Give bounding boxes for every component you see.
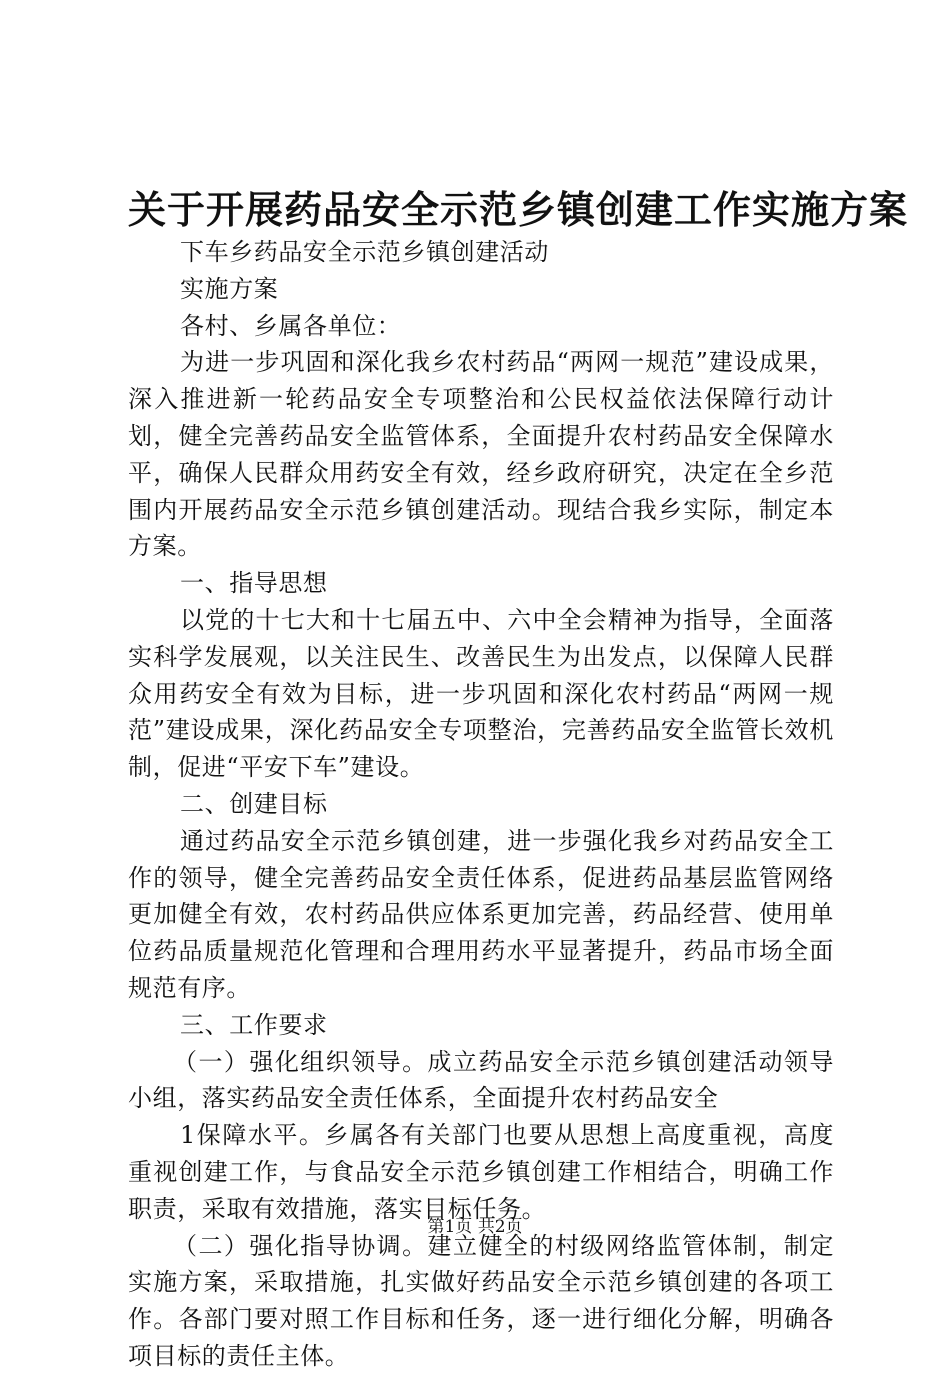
- goals-paragraph: 通过药品安全示范乡镇创建，进一步强化我乡对药品安全工作的领导，健全完善药品安全责任体系，促进药品基层监管网络更加健全有效，农村药品供应体系更加完善，药品经营、使用单位药品质量规范化管理和合理用药水平显著提升，药品市场全面规范有序。: [128, 826, 834, 1002]
- document-body: [128, 234, 834, 1375]
- requirement-2-paragraph: （二）强化指导协调。建立健全的村级网络监管体制，制定实施方案，采取措施，扎实做好药品安全示范乡镇创建的各项工作。各部门要对照工作目标和任务，逐一进行细化分解，明确各项目标的责任主体。: [128, 1231, 834, 1370]
- subtitle-line-1: 下车乡药品安全示范乡镇创建活动: [180, 238, 549, 266]
- section-heading-guiding-ideology: 一、指导思想: [180, 569, 328, 598]
- page-footer: 第1页 共2页: [427, 1217, 523, 1237]
- requirement-1-paragraph: （一）强化组织领导。成立药品安全示范乡镇创建活动领导小组，落实药品安全责任体系，全面提升农村药品安全: [128, 1047, 834, 1113]
- salutation: 各村、乡属各单位：: [180, 311, 402, 340]
- intro-paragraph: 为进一步巩固和深化我乡农村药品“两网一规范”建设成果，深入推进新一轮药品安全专项整治和公民权益依法保障行动计划，健全完善药品安全监管体系，全面提升农村药品安全保障水平，确保人民群众用药安全有效，经乡政府研究，决定在全乡范围内开展药品安全示范乡镇创建活动。现结合我乡实际，制定本方案。: [128, 348, 834, 561]
- guiding-ideology-paragraph: 以党的十七大和十七届五中、六中全会精神为指导，全面落实科学发展观，以关注民生、改善民生为出发点，以保障人民群众用药安全有效为目标，进一步巩固和深化农村药品“两网一规范”建设成果，深化药品安全专项整治，完善药品安全监管长效机制，促进“平安下车”建设。: [128, 605, 834, 782]
- section-heading-goals: 二、创建目标: [180, 789, 328, 818]
- subtitle-line-2: 实施方案: [180, 274, 279, 303]
- requirement-1-continuation: 1保障水平。乡属各有关部门也要从思想上高度重视，高度重视创建工作，与食品安全示范乡镇创建工作相结合，明确工作职责，采取有效措施，落实目标任务。: [128, 1121, 834, 1223]
- section-heading-requirements: 三、工作要求: [180, 1010, 328, 1039]
- document-title: 关于开展药品安全示范乡镇创建工作实施方案: [128, 187, 909, 232]
